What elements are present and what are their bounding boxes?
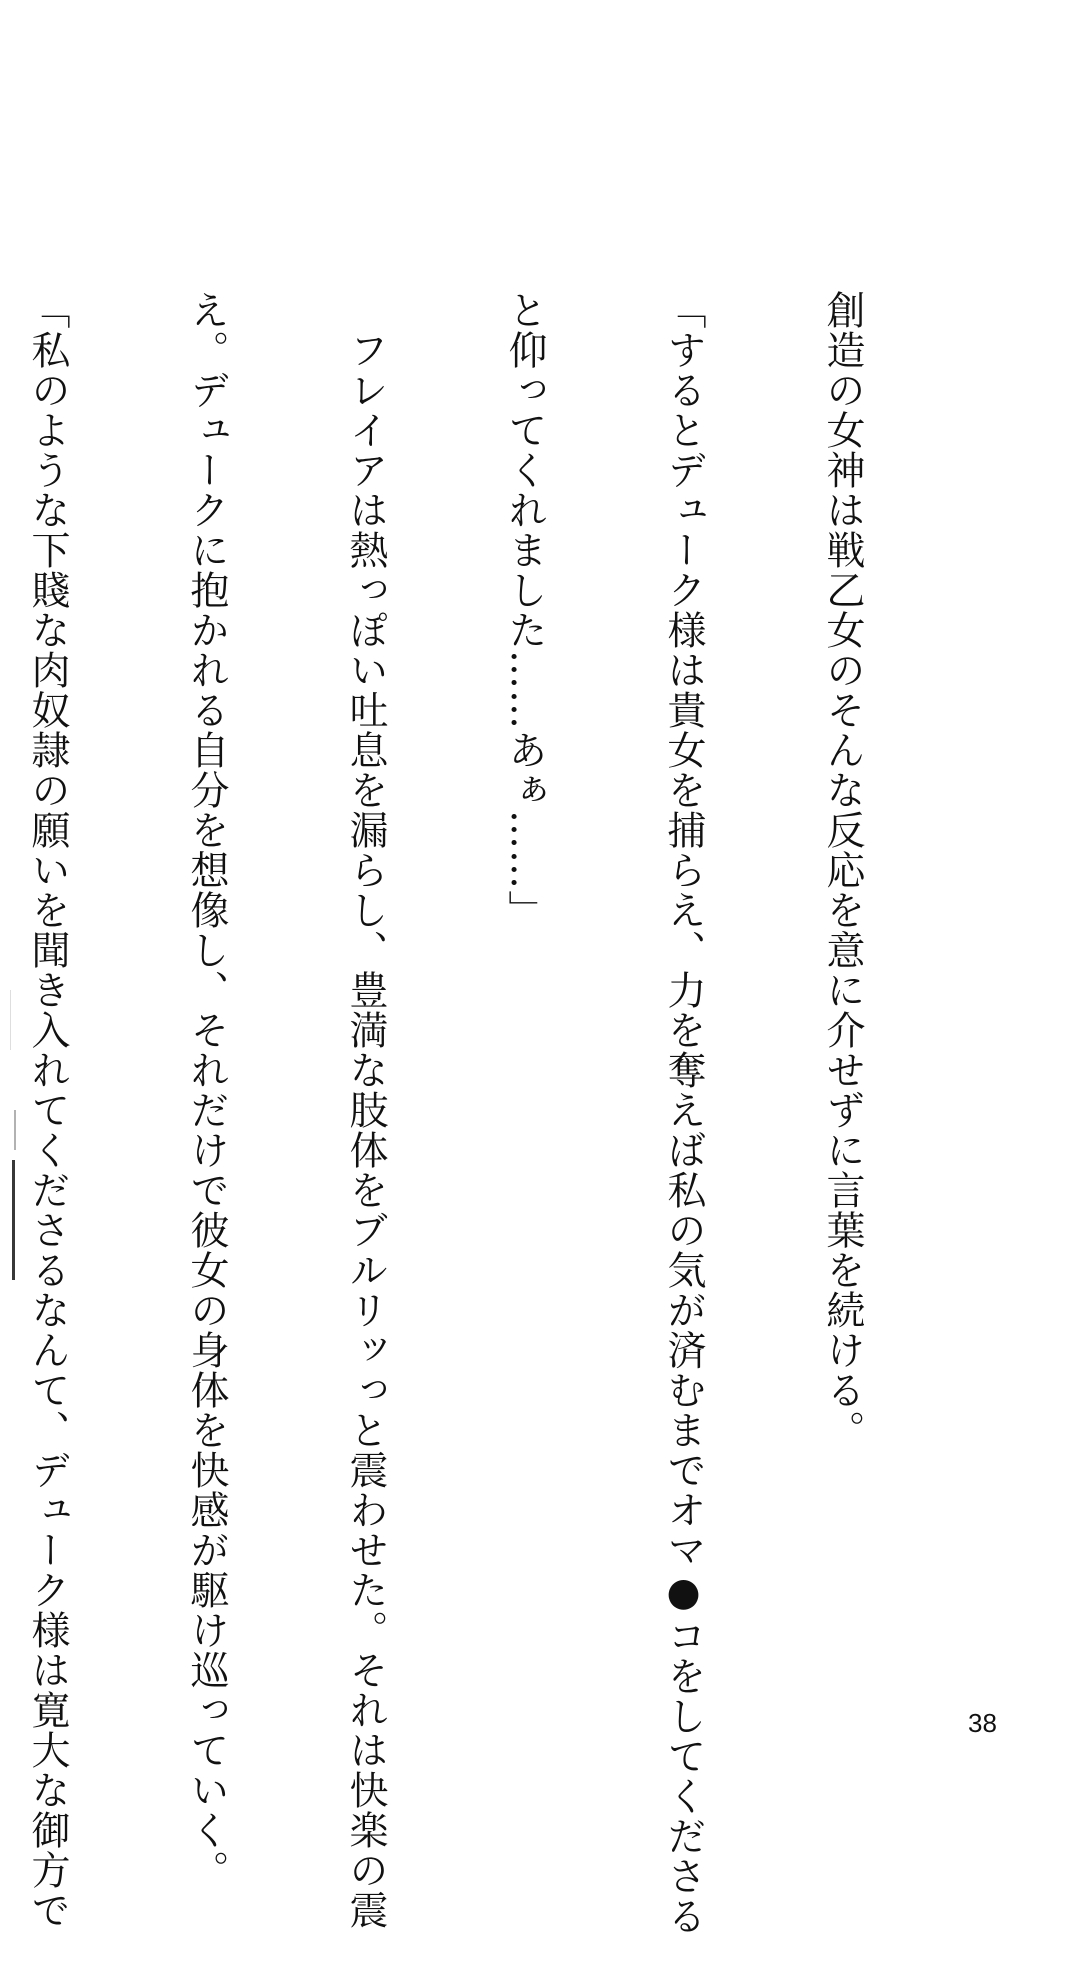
- scan-artifact: [14, 1110, 16, 1150]
- text-line: と仰ってくれました……あぁ……」: [502, 290, 547, 930]
- text-line: 「するとデューク様は貴女を捕らえ、力を奪えば私の気が済むまでオマ●コをしてくださる: [661, 290, 706, 1936]
- text-line: 「私のような下賤な肉奴隷の願いを聞き入れてくださるなんて、デューク様は寛大な御方で: [25, 290, 70, 1930]
- scan-artifact: [12, 1160, 15, 1280]
- page-number: 38: [968, 1708, 997, 1738]
- text-line: フレイアは熱っぽい吐息を漏らし、豊満な肢体をブルリッっと震わせた。それは快楽の震: [343, 290, 388, 1930]
- text-line: え。デュークに抱かれる自分を想像し、それだけで彼女の身体を快感が駆け巡っていく。: [184, 290, 229, 1890]
- scan-artifact: [10, 990, 11, 1050]
- body-text: [25, 290, 975, 1936]
- text-line: 創造の女神は戦乙女のそんな反応を意に介せずに言葉を続ける。: [820, 290, 865, 1450]
